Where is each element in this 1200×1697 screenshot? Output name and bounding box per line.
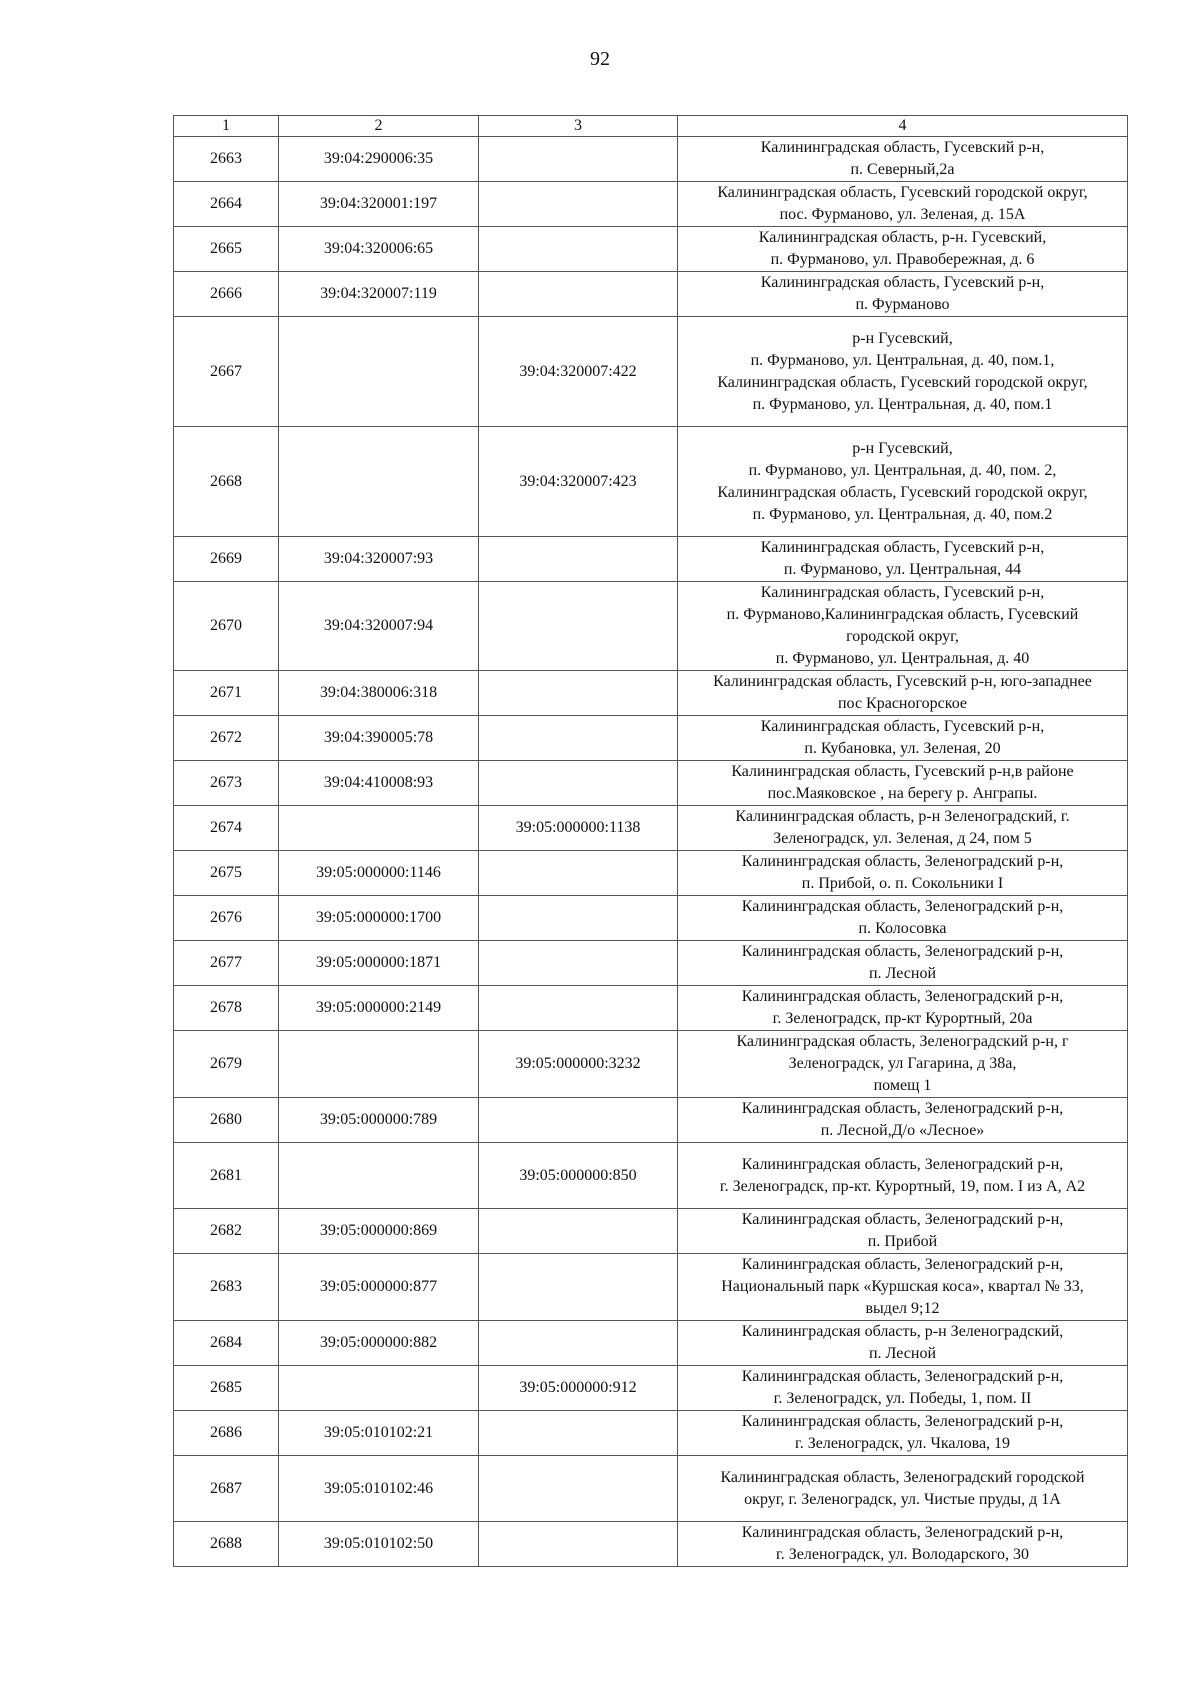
cadastral-number-cell xyxy=(279,1143,479,1209)
row-number-cell: 2668 xyxy=(174,427,279,537)
premises-cadastral-number-cell xyxy=(479,851,678,896)
address-cell: Калининградская область, Зеленоградский р-н, г Зеленоградск, ул Гагарина, д 38а, помещ 1 xyxy=(678,1031,1128,1098)
cadastral-number-cell: 39:04:320007:94 xyxy=(279,582,479,671)
table-row xyxy=(174,1031,1128,1098)
row-number-cell: 2682 xyxy=(174,1209,279,1254)
premises-cadastral-number-cell: 39:05:000000:1138 xyxy=(479,806,678,851)
premises-cadastral-number-cell: 39:04:320007:423 xyxy=(479,427,678,537)
premises-cadastral-number-cell: 39:05:000000:912 xyxy=(479,1366,678,1411)
address-cell: Калининградская область, Гусевский р-н, п. Фурманово xyxy=(678,272,1128,317)
table-row xyxy=(174,761,1128,806)
premises-cadastral-number-cell xyxy=(479,227,678,272)
table-row xyxy=(174,1321,1128,1366)
address-cell: Калининградская область, Зеленоградский городской округ, г. Зеленоградск, ул. Чистые пруды, д 1А xyxy=(678,1456,1128,1522)
cadastral-number-cell: 39:05:010102:21 xyxy=(279,1411,479,1456)
row-number-cell: 2676 xyxy=(174,896,279,941)
premises-cadastral-number-cell xyxy=(479,1321,678,1366)
table-row xyxy=(174,896,1128,941)
table-row xyxy=(174,317,1128,427)
address-cell: Калининградская область, Гусевский городской округ, пос. Фурманово, ул. Зеленая, д. 15А xyxy=(678,182,1128,227)
cadastral-number-cell: 39:05:010102:46 xyxy=(279,1456,479,1522)
column-header-4: 4 xyxy=(678,116,1128,137)
cadastral-number-cell: 39:04:290006:35 xyxy=(279,137,479,182)
premises-cadastral-number-cell: 39:05:000000:850 xyxy=(479,1143,678,1209)
column-header-1: 1 xyxy=(174,116,279,137)
registry-table xyxy=(173,115,1128,1567)
table-row xyxy=(174,1254,1128,1321)
premises-cadastral-number-cell xyxy=(479,986,678,1031)
cadastral-number-cell: 39:05:000000:1871 xyxy=(279,941,479,986)
premises-cadastral-number-cell xyxy=(479,1411,678,1456)
premises-cadastral-number-cell xyxy=(479,272,678,317)
cadastral-number-cell: 39:04:320007:93 xyxy=(279,537,479,582)
page-number: 92 xyxy=(590,48,610,70)
address-cell: Калининградская область, Зеленоградский р-н, п. Прибой xyxy=(678,1209,1128,1254)
address-cell: Калининградская область, Зеленоградский р-н, п. Прибой, о. п. Сокольники I xyxy=(678,851,1128,896)
premises-cadastral-number-cell xyxy=(479,582,678,671)
address-cell: Калининградская область, Гусевский р-н, п. Фурманово,Калининградская область, Гусевский городской округ, п. Фурманово, ул. Центральная, д. 40 xyxy=(678,582,1128,671)
table-row xyxy=(174,1456,1128,1522)
cadastral-number-cell: 39:05:000000:2149 xyxy=(279,986,479,1031)
address-cell: Калининградская область, р-н Зеленоградский, п. Лесной xyxy=(678,1321,1128,1366)
cadastral-number-cell: 39:05:000000:1146 xyxy=(279,851,479,896)
address-cell: р-н Гусевский, п. Фурманово, ул. Центральная, д. 40, пом.1, Калининградская область, Гусевский городской округ, п. Фурманово, ул. Центральная, д. 40, пом.1 xyxy=(678,317,1128,427)
premises-cadastral-number-cell xyxy=(479,1209,678,1254)
table-row xyxy=(174,806,1128,851)
row-number-cell: 2670 xyxy=(174,582,279,671)
cadastral-number-cell: 39:04:320006:65 xyxy=(279,227,479,272)
address-cell: Калининградская область, Гусевский р-н, п. Кубановка, ул. Зеленая, 20 xyxy=(678,716,1128,761)
row-number-cell: 2671 xyxy=(174,671,279,716)
row-number-cell: 2666 xyxy=(174,272,279,317)
address-cell: Калининградская область, Зеленоградский р-н, г. Зеленоградск, ул. Володарского, 30 xyxy=(678,1522,1128,1567)
address-cell: Калининградская область, р-н Зеленоградский, г. Зеленоградск, ул. Зеленая, д 24, пом 5 xyxy=(678,806,1128,851)
row-number-cell: 2687 xyxy=(174,1456,279,1522)
cadastral-number-cell xyxy=(279,1366,479,1411)
table-row xyxy=(174,427,1128,537)
cadastral-number-cell: 39:04:390005:78 xyxy=(279,716,479,761)
cadastral-number-cell xyxy=(279,317,479,427)
row-number-cell: 2663 xyxy=(174,137,279,182)
row-number-cell: 2683 xyxy=(174,1254,279,1321)
premises-cadastral-number-cell xyxy=(479,137,678,182)
row-number-cell: 2684 xyxy=(174,1321,279,1366)
row-number-cell: 2674 xyxy=(174,806,279,851)
address-cell: Калининградская область, Зеленоградский р-н, Национальный парк «Куршская коса», квартал № 33, выдел 9;12 xyxy=(678,1254,1128,1321)
table-row xyxy=(174,137,1128,182)
row-number-cell: 2664 xyxy=(174,182,279,227)
premises-cadastral-number-cell xyxy=(479,896,678,941)
cadastral-number-cell xyxy=(279,427,479,537)
table-row xyxy=(174,851,1128,896)
address-cell: Калининградская область, Гусевский р-н, п. Северный,2а xyxy=(678,137,1128,182)
address-cell: Калининградская область, Гусевский р-н, п. Фурманово, ул. Центральная, 44 xyxy=(678,537,1128,582)
row-number-cell: 2679 xyxy=(174,1031,279,1098)
table-row xyxy=(174,272,1128,317)
premises-cadastral-number-cell: 39:05:000000:3232 xyxy=(479,1031,678,1098)
row-number-cell: 2688 xyxy=(174,1522,279,1567)
table-row xyxy=(174,716,1128,761)
premises-cadastral-number-cell xyxy=(479,941,678,986)
cadastral-number-cell xyxy=(279,1031,479,1098)
row-number-cell: 2681 xyxy=(174,1143,279,1209)
row-number-cell: 2669 xyxy=(174,537,279,582)
address-cell: Калининградская область, Зеленоградский р-н, г. Зеленоградск, ул. Чкалова, 19 xyxy=(678,1411,1128,1456)
cadastral-number-cell: 39:04:380006:318 xyxy=(279,671,479,716)
address-cell: Калининградская область, Зеленоградский р-н, п. Лесной,Д/о «Лесное» xyxy=(678,1098,1128,1143)
premises-cadastral-number-cell xyxy=(479,537,678,582)
cadastral-number-cell: 39:05:000000:1700 xyxy=(279,896,479,941)
cadastral-number-cell: 39:05:000000:869 xyxy=(279,1209,479,1254)
cadastral-number-cell: 39:05:010102:50 xyxy=(279,1522,479,1567)
row-number-cell: 2686 xyxy=(174,1411,279,1456)
row-number-cell: 2667 xyxy=(174,317,279,427)
address-cell: р-н Гусевский, п. Фурманово, ул. Центральная, д. 40, пом. 2, Калининградская область, Гусевский городской округ, п. Фурманово, ул. Центральная, д. 40, пом.2 xyxy=(678,427,1128,537)
table-row xyxy=(174,941,1128,986)
table-row xyxy=(174,1098,1128,1143)
table-row xyxy=(174,671,1128,716)
premises-cadastral-number-cell xyxy=(479,761,678,806)
cadastral-number-cell xyxy=(279,806,479,851)
cadastral-number-cell: 39:04:410008:93 xyxy=(279,761,479,806)
cadastral-number-cell: 39:05:000000:877 xyxy=(279,1254,479,1321)
row-number-cell: 2685 xyxy=(174,1366,279,1411)
premises-cadastral-number-cell xyxy=(479,716,678,761)
address-cell: Калининградская область, Зеленоградский р-н, п. Колосовка xyxy=(678,896,1128,941)
row-number-cell: 2665 xyxy=(174,227,279,272)
premises-cadastral-number-cell xyxy=(479,1456,678,1522)
table-row xyxy=(174,1522,1128,1567)
premises-cadastral-number-cell: 39:04:320007:422 xyxy=(479,317,678,427)
table-row xyxy=(174,1209,1128,1254)
row-number-cell: 2680 xyxy=(174,1098,279,1143)
premises-cadastral-number-cell xyxy=(479,1522,678,1567)
column-header-2: 2 xyxy=(279,116,479,137)
cadastral-number-cell: 39:04:320007:119 xyxy=(279,272,479,317)
premises-cadastral-number-cell xyxy=(479,1098,678,1143)
address-cell: Калининградская область, Зеленоградский р-н, г. Зеленоградск, ул. Победы, 1, пом. II xyxy=(678,1366,1128,1411)
address-cell: Калининградская область, Зеленоградский р-н, г. Зеленоградск, пр-кт. Курортный, 19, пом. I из А, А2 xyxy=(678,1143,1128,1209)
table-row xyxy=(174,1411,1128,1456)
table-row xyxy=(174,1366,1128,1411)
table-row xyxy=(174,227,1128,272)
table-row xyxy=(174,537,1128,582)
column-header-3: 3 xyxy=(479,116,678,137)
address-cell: Калининградская область, Зеленоградский р-н, г. Зеленоградск, пр-кт Курортный, 20а xyxy=(678,986,1128,1031)
row-number-cell: 2673 xyxy=(174,761,279,806)
header-row xyxy=(174,116,1128,137)
address-cell: Калининградская область, Зеленоградский р-н, п. Лесной xyxy=(678,941,1128,986)
table-row xyxy=(174,182,1128,227)
table-row xyxy=(174,582,1128,671)
cadastral-number-cell: 39:05:000000:789 xyxy=(279,1098,479,1143)
premises-cadastral-number-cell xyxy=(479,671,678,716)
table-row xyxy=(174,986,1128,1031)
row-number-cell: 2672 xyxy=(174,716,279,761)
row-number-cell: 2675 xyxy=(174,851,279,896)
premises-cadastral-number-cell xyxy=(479,1254,678,1321)
table-row xyxy=(174,1143,1128,1209)
address-cell: Калининградская область, Гусевский р-н, юго-западнее пос Красногорское xyxy=(678,671,1128,716)
address-cell: Калининградская область, р-н. Гусевский, п. Фурманово, ул. Правобережная, д. 6 xyxy=(678,227,1128,272)
address-cell: Калининградская область, Гусевский р-н,в районе пос.Маяковское , на берегу р. Анграпы. xyxy=(678,761,1128,806)
premises-cadastral-number-cell xyxy=(479,182,678,227)
cadastral-number-cell: 39:05:000000:882 xyxy=(279,1321,479,1366)
row-number-cell: 2677 xyxy=(174,941,279,986)
cadastral-number-cell: 39:04:320001:197 xyxy=(279,182,479,227)
row-number-cell: 2678 xyxy=(174,986,279,1031)
